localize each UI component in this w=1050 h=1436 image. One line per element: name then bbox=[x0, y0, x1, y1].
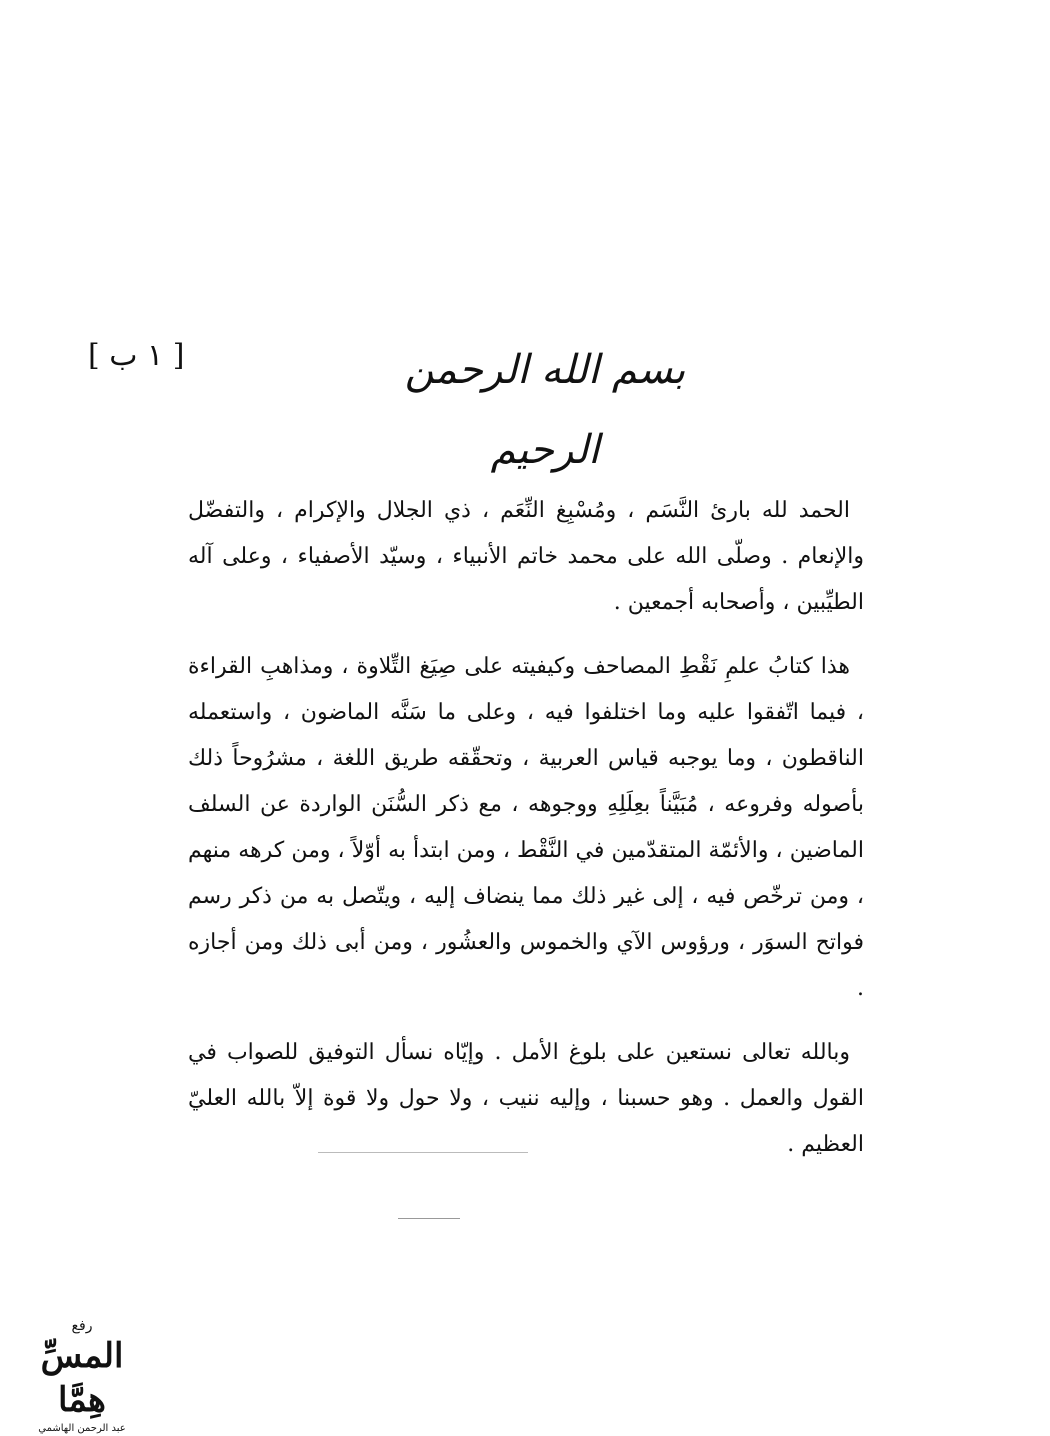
paragraph-closing-invocation: وبالله تعالى نستعين على بلوغ الأمل . وإيّاه نسأل التوفيق للصواب في القول والعمل . وهو حسبنا ، وإليه ننيب ، ولا حول ولا قوة إلاّ بالله العليّ العظيم . bbox=[188, 1040, 864, 1157]
section-divider bbox=[398, 1218, 460, 1219]
stamp-top-text: رفع bbox=[71, 1318, 93, 1334]
stamp-main-text: المسِّ هِمَّا bbox=[40, 1336, 124, 1420]
stamp-sub-text: عبد الرحمن الهاشمي bbox=[38, 1423, 126, 1434]
ownership-stamp bbox=[12, 1318, 152, 1434]
paragraph-praise: الحمد لله بارئ النَّسَم ، ومُسْبِغ النِّعَم ، ذي الجلال والإكرام ، والتفضّل والإنعام . وصلّى الله على محمد خاتم الأنبياء ، وسيّد الأصفياء ، وعلى آله الطيِّبين ، وأصحابه أجمعين . bbox=[188, 498, 864, 615]
pen-underline-mark bbox=[318, 1152, 528, 1153]
body-text bbox=[188, 488, 864, 1186]
basmala-heading: بسم الله الرحمن الرحيم bbox=[404, 347, 686, 473]
folio-marker: [ ١ ب ] bbox=[88, 338, 185, 373]
paragraph-book-description: هذا كتابُ علمِ نَقْطِ المصاحف وكيفيته على صِيَغ التِّلاوة ، ومذاهبِ القراءة ، فيما اتّفقوا عليه وما اختلفوا فيه ، وعلى ما سَنَّه الماضون ، واستعمله الناقطون ، وما يوجبه قياس العربية ، وتحقّقه طريق اللغة ، مشرُوحاً ذلك بأصوله وفروعه ، مُبَيَّناً بعِلَلِهِ ووجوهه ، مع ذكر السُّنَن الواردة عن السلف الماضين ، والأئمّة المتقدّمين في النَّقْط ، ومن ابتدأ به أوّلاً ، ومن كرهه منهم ، ومن ترخّص فيه ، إلى غير ذلك مما ينضاف إليه ، ويتّصل به من ذكر رسم فواتح السوَر ، ورؤوس الآي والخموس والعشُور ، ومن أبى ذلك ومن أجازه . bbox=[188, 654, 864, 1001]
